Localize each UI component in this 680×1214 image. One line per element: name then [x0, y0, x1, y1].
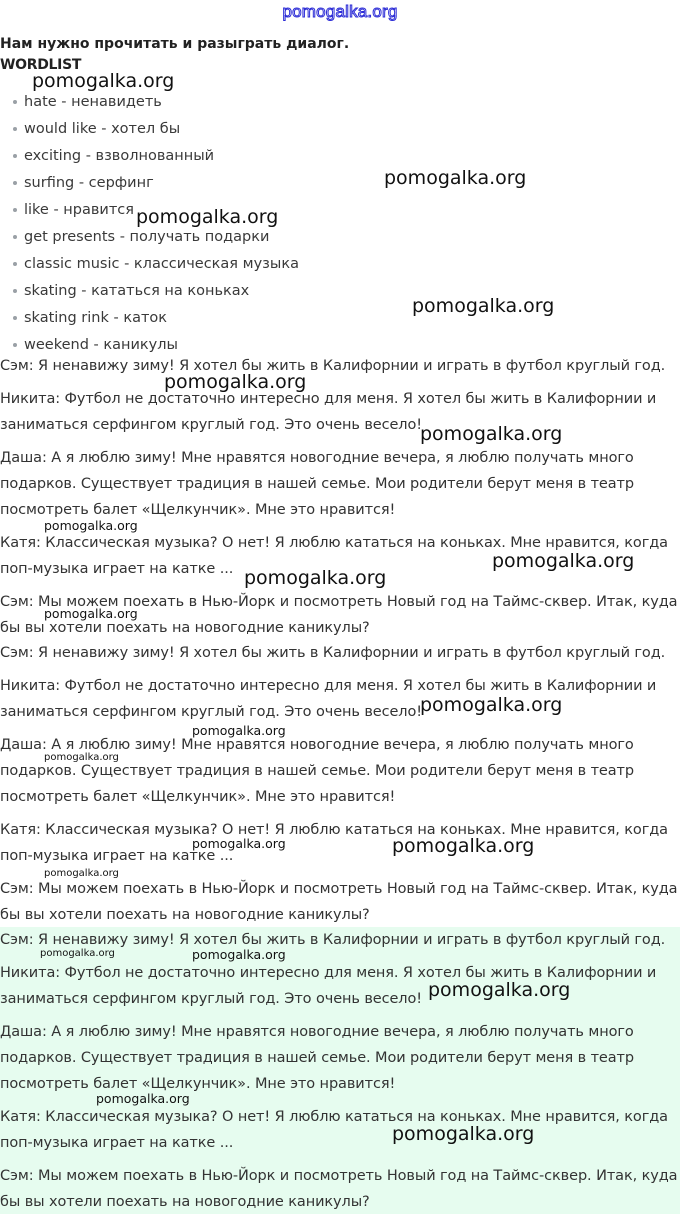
- watermark: pomogalka.org: [44, 606, 138, 621]
- list-item: classic music - классическая музыка: [0, 255, 299, 282]
- watermark: pomogalka.org: [40, 948, 115, 959]
- watermark: pomogalka.org: [384, 167, 527, 189]
- list-item: get presents - получать подарки: [0, 228, 299, 255]
- dialogue-line-sam: Сэм: Я ненавижу зиму! Я хотел бы жить в Калифорнии и играть в футбол круглый год.: [0, 645, 666, 661]
- dialogue-line-dasha-cont: подарков. Существует традиция в нашей семье. Мои родители берут меня в театр: [0, 763, 634, 779]
- watermark: pomogalka.org: [492, 550, 635, 572]
- dialogue-line-nikita: Никита: Футбол не достаточно интересно для меня. Я хотел бы жить в Калифорнии и: [0, 678, 657, 694]
- dialogue-line-sam: Сэм: Я ненавижу зиму! Я хотел бы жить в Калифорнии и играть в футбол круглый год.: [0, 932, 666, 948]
- bullet-icon: [13, 316, 17, 320]
- watermark: pomogalka.org: [428, 979, 571, 1001]
- watermark: pomogalka.org: [420, 423, 563, 445]
- dialogue-line-nikita-cont: заниматься серфингом круглый год. Это очень весело!: [0, 417, 422, 433]
- watermark: pomogalka.org: [392, 1123, 535, 1145]
- watermark: pomogalka.org: [192, 723, 286, 738]
- site-header-logo[interactable]: pomogalka.org: [282, 2, 398, 21]
- list-item: would like - хотел бы: [0, 120, 299, 147]
- dialogue-line-nikita-cont: заниматься серфингом круглый год. Это очень весело!: [0, 704, 422, 720]
- bullet-icon: [13, 154, 17, 158]
- dialogue-line-katya: Катя: Классическая музыка? О нет! Я люблю кататься на коньках. Мне нравится, когда: [0, 535, 668, 551]
- bullet-icon: [13, 262, 17, 266]
- dialogue-line-sam-cont: бы вы хотели поехать на новогодние каникулы?: [0, 907, 370, 923]
- dialogue-line-dasha: Даша: А я люблю зиму! Мне нравятся новогодние вечера, я люблю получать много: [0, 1024, 634, 1040]
- bullet-icon: [13, 235, 17, 239]
- list-item: skating rink - каток: [0, 309, 299, 336]
- dialogue-line-katya-cont: поп-музыка играет на катке ...: [0, 1135, 234, 1151]
- watermark: pomogalka.org: [192, 947, 286, 962]
- dialogue-line-dasha-cont: посмотреть балет «Щелкунчик». Мне это нравится!: [0, 1076, 396, 1092]
- bullet-icon: [13, 289, 17, 293]
- dialogue-line-sam-cont: бы вы хотели поехать на новогодние каникулы?: [0, 620, 370, 636]
- dialogue-line-sam: Сэм: Мы можем поехать в Нью-Йорк и посмотреть Новый год на Таймс-сквер. Итак, куда: [0, 594, 678, 610]
- dialogue-line-katya-cont: поп-музыка играет на катке ...: [0, 848, 234, 864]
- bullet-icon: [13, 208, 17, 212]
- wordlist: [0, 93, 299, 363]
- dialogue-line-sam: Сэм: Мы можем поехать в Нью-Йорк и посмотреть Новый год на Таймс-сквер. Итак, куда: [0, 1168, 678, 1184]
- bullet-icon: [13, 127, 17, 131]
- dialogue-line-nikita: Никита: Футбол не достаточно интересно для меня. Я хотел бы жить в Калифорнии и: [0, 965, 657, 981]
- watermark: pomogalka.org: [420, 694, 563, 716]
- list-item: weekend - каникулы: [0, 336, 299, 363]
- list-item: skating - кататься на коньках: [0, 282, 299, 309]
- list-item: like - нравится: [0, 201, 299, 228]
- wordlist-title: WORDLIST: [0, 57, 82, 73]
- dialogue-line-sam: Сэм: Мы можем поехать в Нью-Йорк и посмотреть Новый год на Таймс-сквер. Итак, куда: [0, 881, 678, 897]
- dialogue-line-nikita: Никита: Футбол не достаточно интересно для меня. Я хотел бы жить в Калифорнии и: [0, 391, 657, 407]
- bullet-icon: [13, 181, 17, 185]
- dialogue-line-katya: Катя: Классическая музыка? О нет! Я люблю кататься на коньках. Мне нравится, когда: [0, 822, 668, 838]
- intro-heading: Нам нужно прочитать и разыграть диалог.: [0, 36, 350, 52]
- dialogue-line-dasha: Даша: А я люблю зиму! Мне нравятся новогодние вечера, я люблю получать много: [0, 737, 634, 753]
- dialogue-line-dasha-cont: подарков. Существует традиция в нашей семье. Мои родители берут меня в театр: [0, 476, 634, 492]
- watermark: pomogalka.org: [44, 518, 138, 533]
- list-item: hate - ненавидеть: [0, 93, 299, 120]
- watermark: pomogalka.org: [164, 371, 307, 393]
- dialogue-line-dasha-cont: посмотреть балет «Щелкунчик». Мне это нравится!: [0, 502, 396, 518]
- dialogue-line-dasha: Даша: А я люблю зиму! Мне нравятся новогодние вечера, я люблю получать много: [0, 450, 634, 466]
- watermark: pomogalka.org: [44, 752, 119, 763]
- dialogue-line-sam: Сэм: Я ненавижу зиму! Я хотел бы жить в Калифорнии и играть в футбол круглый год.: [0, 358, 666, 374]
- list-item: exciting - взволнованный: [0, 147, 299, 174]
- watermark: pomogalka.org: [392, 835, 535, 857]
- watermark: pomogalka.org: [44, 868, 119, 879]
- watermark: pomogalka.org: [244, 567, 387, 589]
- dialogue-line-nikita-cont: заниматься серфингом круглый год. Это очень весело!: [0, 991, 422, 1007]
- dialogue-line-dasha-cont: посмотреть балет «Щелкунчик». Мне это нравится!: [0, 789, 396, 805]
- watermark: pomogalka.org: [192, 836, 286, 851]
- dialogue-line-katya: Катя: Классическая музыка? О нет! Я люблю кататься на коньках. Мне нравится, когда: [0, 1109, 668, 1125]
- watermark: pomogalka.org: [96, 1091, 190, 1106]
- list-item: surfing - серфинг: [0, 174, 299, 201]
- watermark: pomogalka.org: [32, 70, 175, 92]
- dialogue-line-katya-cont: поп-музыка играет на катке ...: [0, 561, 234, 577]
- watermark: pomogalka.org: [136, 206, 279, 228]
- dialogue-line-sam-cont: бы вы хотели поехать на новогодние каникулы?: [0, 1194, 370, 1210]
- bullet-icon: [13, 100, 17, 104]
- watermark: pomogalka.org: [412, 295, 555, 317]
- bullet-icon: [13, 343, 17, 347]
- dialogue-line-dasha-cont: подарков. Существует традиция в нашей семье. Мои родители берут меня в театр: [0, 1050, 634, 1066]
